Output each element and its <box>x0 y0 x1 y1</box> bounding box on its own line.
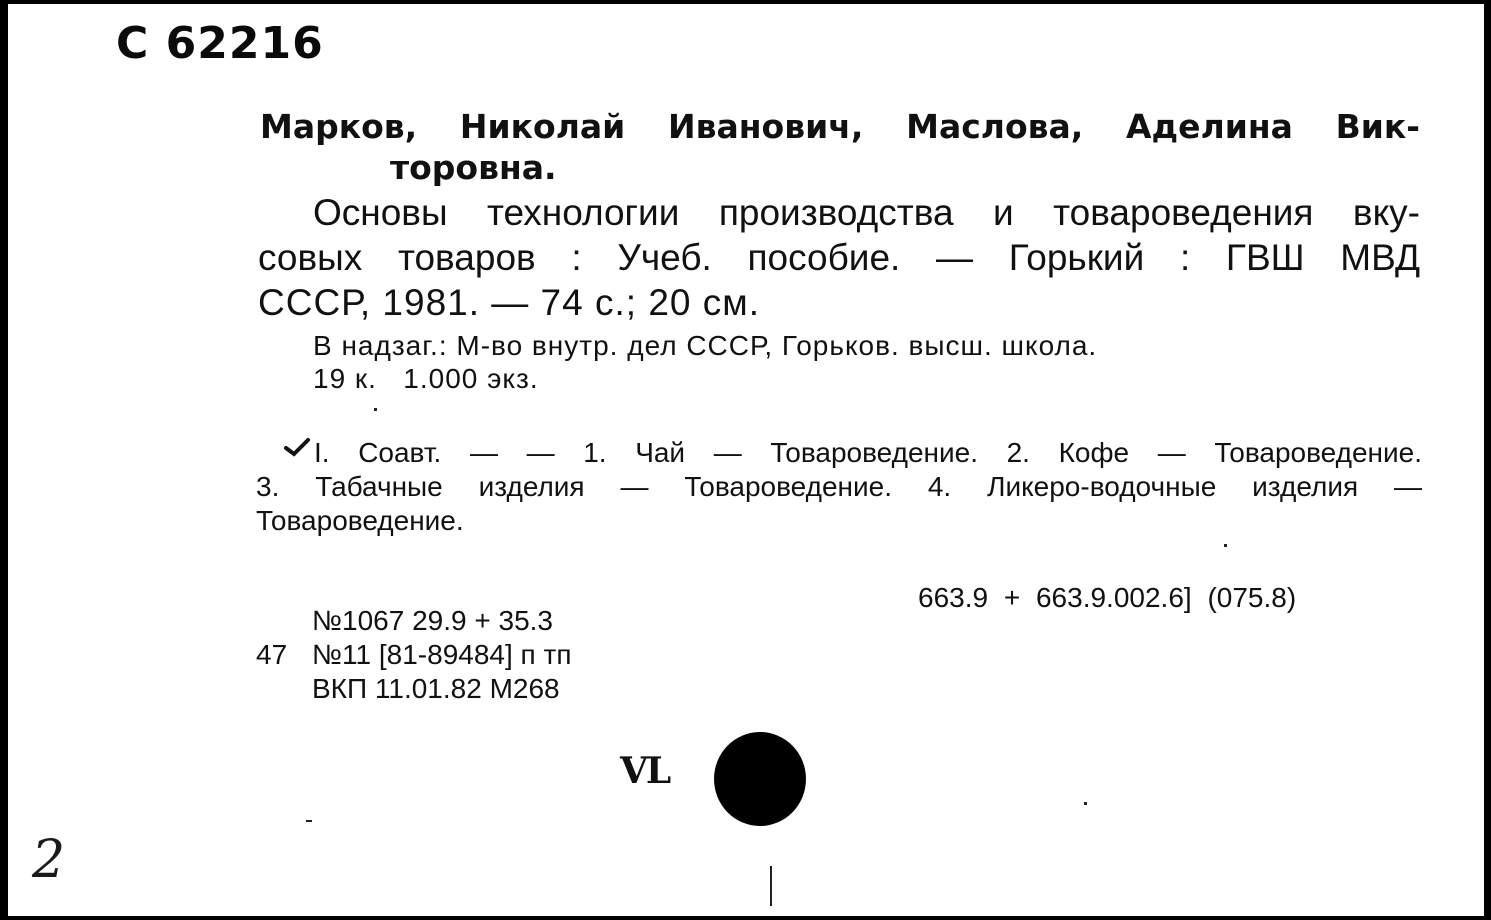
subject-line-1: I. Соавт. — — 1. Чай — Товароведение. 2. Кофе — Товароведение. <box>314 437 1422 468</box>
udc-classification: 663.9 + 663.9.002.6] (075.8) <box>918 582 1297 613</box>
bib-prefix: 47 <box>256 639 288 670</box>
speck <box>374 408 377 411</box>
speck <box>306 820 312 822</box>
subject-line-3: Товароведение. <box>256 505 464 536</box>
note-line-1: В надзаг.: М-во внутр. дел СССР, Горьков. высш. школа. <box>313 330 1098 361</box>
bibliographic-record <box>256 604 571 706</box>
bib-line-3: ВКП 11.01.82 М268 <box>312 673 560 704</box>
punched-hole <box>714 732 806 826</box>
catalog-card <box>8 4 1484 916</box>
bib-line-2: №11 [81-89484] п тп <box>312 639 572 670</box>
note-block <box>313 329 1097 395</box>
speck <box>1084 802 1087 805</box>
subject-headings <box>256 436 1422 538</box>
speck <box>770 866 772 906</box>
call-number: С 62216 <box>116 18 324 69</box>
title-line-1: Основы технологии производства и товароведения вку- <box>313 192 1420 233</box>
stamp-mark: VL <box>620 750 670 792</box>
title-block <box>258 190 1420 325</box>
bib-line-1: №1067 29.9 + 35.3 <box>312 605 554 636</box>
handwritten-number: 2 <box>32 830 66 890</box>
speck <box>1224 544 1227 547</box>
note-line-2: 19 к. 1.000 экз. <box>313 363 539 394</box>
title-line-2: совых товаров : Учеб. пособие. — Горький : ГВШ МВД <box>258 237 1420 278</box>
subject-line-2: 3. Табачные изделия — Товароведение. 4. Ликеро-водочные изделия — <box>256 471 1422 502</box>
title-line-3: СССР, 1981. — 74 с.; 20 см. <box>258 282 760 323</box>
author-line-2: торовна. <box>390 148 557 187</box>
author-line-1: Марков, Николай Иванович, Маслова, Аделина Вик- <box>260 107 1420 146</box>
